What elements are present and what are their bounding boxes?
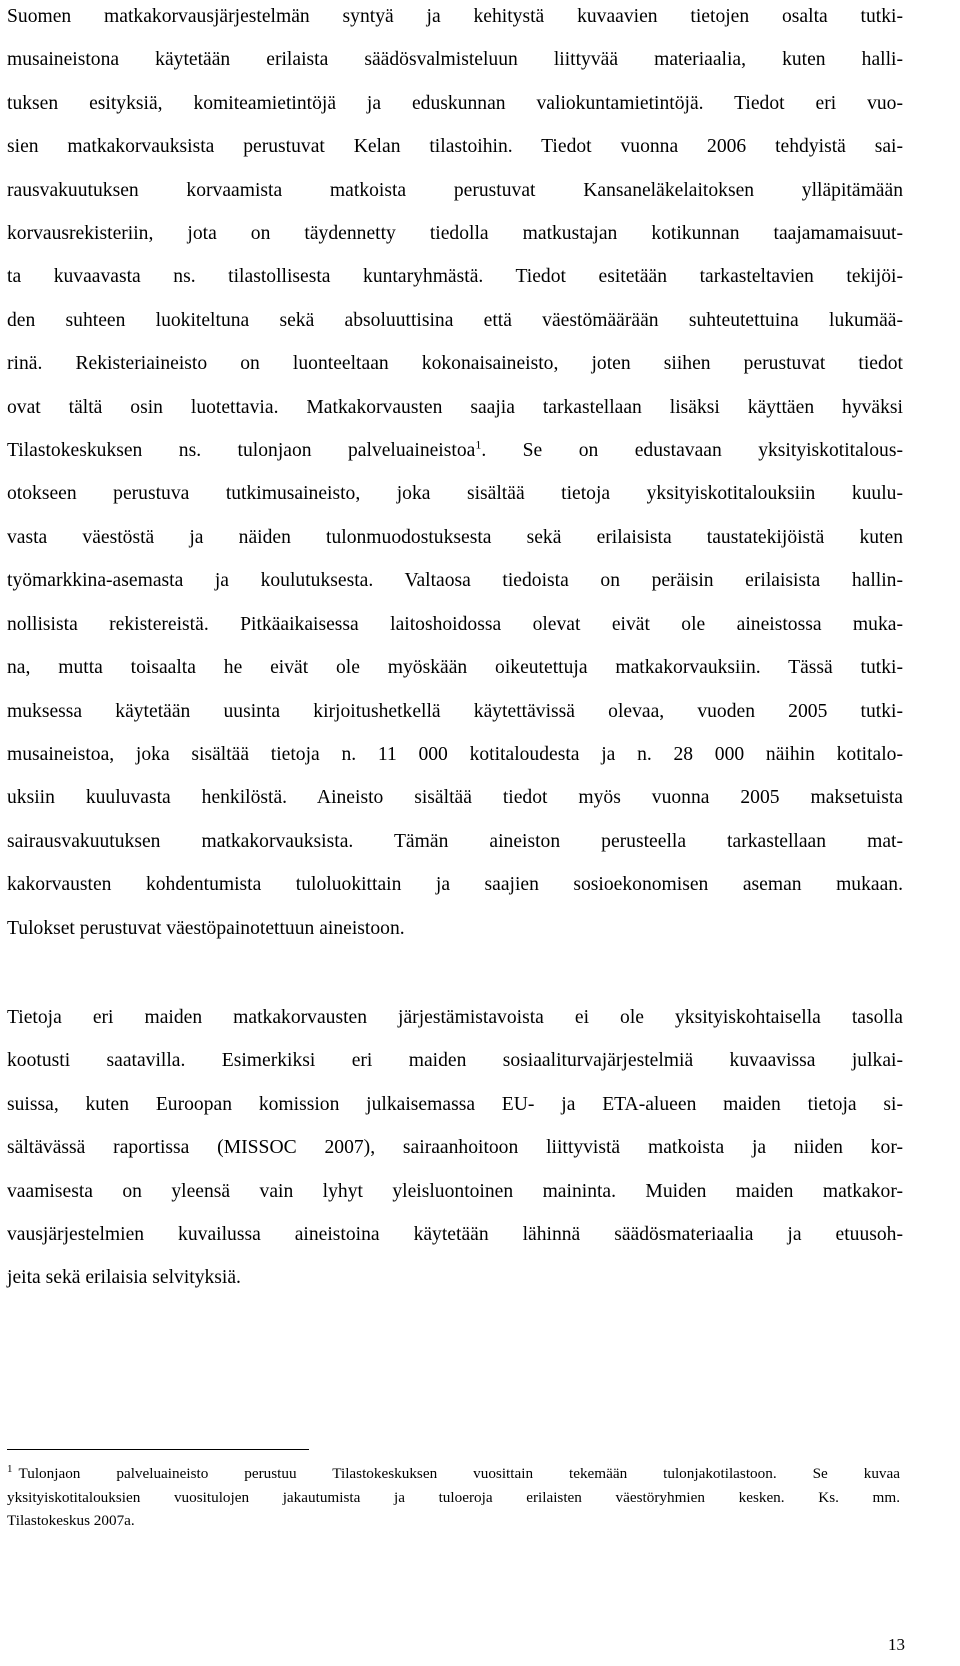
footnote-text: Tulonjaon palveluaineisto perustuu Tilastokeskuksen vuosittain tekemään tulonjakotilastoon. Se kuvaa <box>18 1465 900 1482</box>
text-line: muksessa käytetään uusinta kirjoitushetkellä käytettävissä olevaa, vuoden 2005 tutki- <box>7 700 903 722</box>
text-line: korvausrekisteriin, jota on täydennetty tiedolla matkustajan kotikunnan taajamamaisuut- <box>7 223 903 245</box>
text-line: sien matkakorvauksista perustuvat Kelan tilastoihin. Tiedot vuonna 2006 tehdyistä sai- <box>7 136 903 158</box>
body-paragraph-2 <box>7 996 903 1300</box>
text-line: Tietoja eri maiden matkakorvausten järjestämistavoista ei ole yksityiskohtaisella tasolla <box>7 1007 903 1028</box>
text-line: ovat tältä osin luotettavia. Matkakorvausten saajia tarkastellaan lisäksi käyttäen hyväksi <box>7 396 903 418</box>
text-line: Suomen matkakorvausjärjestelmän syntyä ja kehitystä kuvaavien tietojen osalta tutki- <box>7 6 903 27</box>
text-line: vaamisesta on yleensä vain lyhyt yleisluontoinen maininta. Muiden maiden matkakor- <box>7 1180 903 1202</box>
footnote-marker: 1 <box>7 1462 13 1475</box>
text-line: tuksen esityksiä, komiteamietintöjä ja eduskunnan valiokuntamietintöjä. Tiedot eri vuo- <box>7 92 903 114</box>
text-line: vasta väestöstä ja näiden tulonmuodostuksesta sekä erilaisista taustatekijöistä kuten <box>7 526 903 548</box>
text-line: sairausvakuutuksen matkakorvauksista. Tämän aineiston perusteella tarkastellaan mat- <box>7 830 903 852</box>
text-line: suissa, kuten Euroopan komission julkaisemassa EU- ja ETA-alueen maiden tietoja si- <box>7 1093 903 1115</box>
text-line: Tulokset perustuvat väestöpainotettuun aineistoon. <box>7 917 405 939</box>
text-line: työmarkkina-asemasta ja koulutuksesta. Valtaosa tiedoista on peräisin erilaisista hallin- <box>7 570 903 592</box>
text-line: nollisista rekistereistä. Pitkäaikaisessa laitoshoidossa olevat eivät ole aineistossa muka- <box>7 613 903 635</box>
text-line: kootusti saatavilla. Esimerkiksi eri maiden sosiaaliturvajärjestelmiä kuvaavissa julkai- <box>7 1050 903 1072</box>
text-segment: Tilastokeskuksen ns. tulonjaon palveluaineistoa <box>7 440 476 462</box>
page-number: 13 <box>888 1635 905 1654</box>
body-paragraph-1 <box>7 0 903 950</box>
footnote-separator <box>7 1449 309 1450</box>
text-line: sältävässä raportissa (MISSOC 2007), sairaanhoitoon liittyvistä matkoista ja niiden kor- <box>7 1137 903 1159</box>
text-line: den suhteen luokiteltuna sekä absoluuttisina että väestömäärään suhteutettuina lukumää- <box>7 309 903 331</box>
footnote-line <box>7 1462 900 1486</box>
text-segment: . Se on edustavaan yksityiskotitalous- <box>481 440 903 462</box>
footnote <box>7 1462 900 1533</box>
footnote-reference[interactable]: 1 <box>475 437 482 452</box>
text-line: rausvakuutuksen korvaamista matkoista perustuvat Kansaneläkelaitoksen ylläpitämään <box>7 179 903 201</box>
text-line-with-footnote-ref <box>7 429 903 472</box>
text-line: vausjärjestelmien kuvailussa aineistoina käytetään lähinnä säädösmateriaalia ja etuusoh- <box>7 1224 903 1246</box>
text-line: jeita sekä erilaisia selvityksiä. <box>7 1267 241 1289</box>
footnote-line: Tilastokeskus 2007a. <box>7 1512 135 1529</box>
text-line: ta kuvaavasta ns. tilastollisesta kuntaryhmästä. Tiedot esitetään tarkasteltavien tekijöi- <box>7 266 903 288</box>
text-line: kakorvausten kohdentumista tuloluokittain ja saajien sosioekonomisen aseman mukaan. <box>7 874 903 896</box>
text-line: musaineistoa, joka sisältää tietoja n. 11 000 kotitaloudesta ja n. 28 000 näihin kotitalo- <box>7 743 903 765</box>
footnote-line: yksityiskotitalouksien vuositulojen jakautumista ja tuloeroja erilaisten väestöryhmien kesken. Ks. mm. <box>7 1488 900 1506</box>
text-line: musaineistona käytetään erilaista säädösvalmisteluun liittyvää materiaalia, kuten halli- <box>7 49 903 71</box>
text-line: rinä. Rekisteriaineisto on luonteeltaan kokonaisaineisto, joten siihen perustuvat tiedot <box>7 353 903 375</box>
text-line: otokseen perustuva tutkimusaineisto, joka sisältää tietoja yksityiskotitalouksiin kuulu- <box>7 483 903 505</box>
text-line: uksiin kuuluvasta henkilöstä. Aineisto sisältää tiedot myös vuonna 2005 maksetuista <box>7 787 903 809</box>
text-line: na, mutta toisaalta he eivät ole myöskään oikeutettuja matkakorvauksiin. Tässä tutki- <box>7 657 903 679</box>
